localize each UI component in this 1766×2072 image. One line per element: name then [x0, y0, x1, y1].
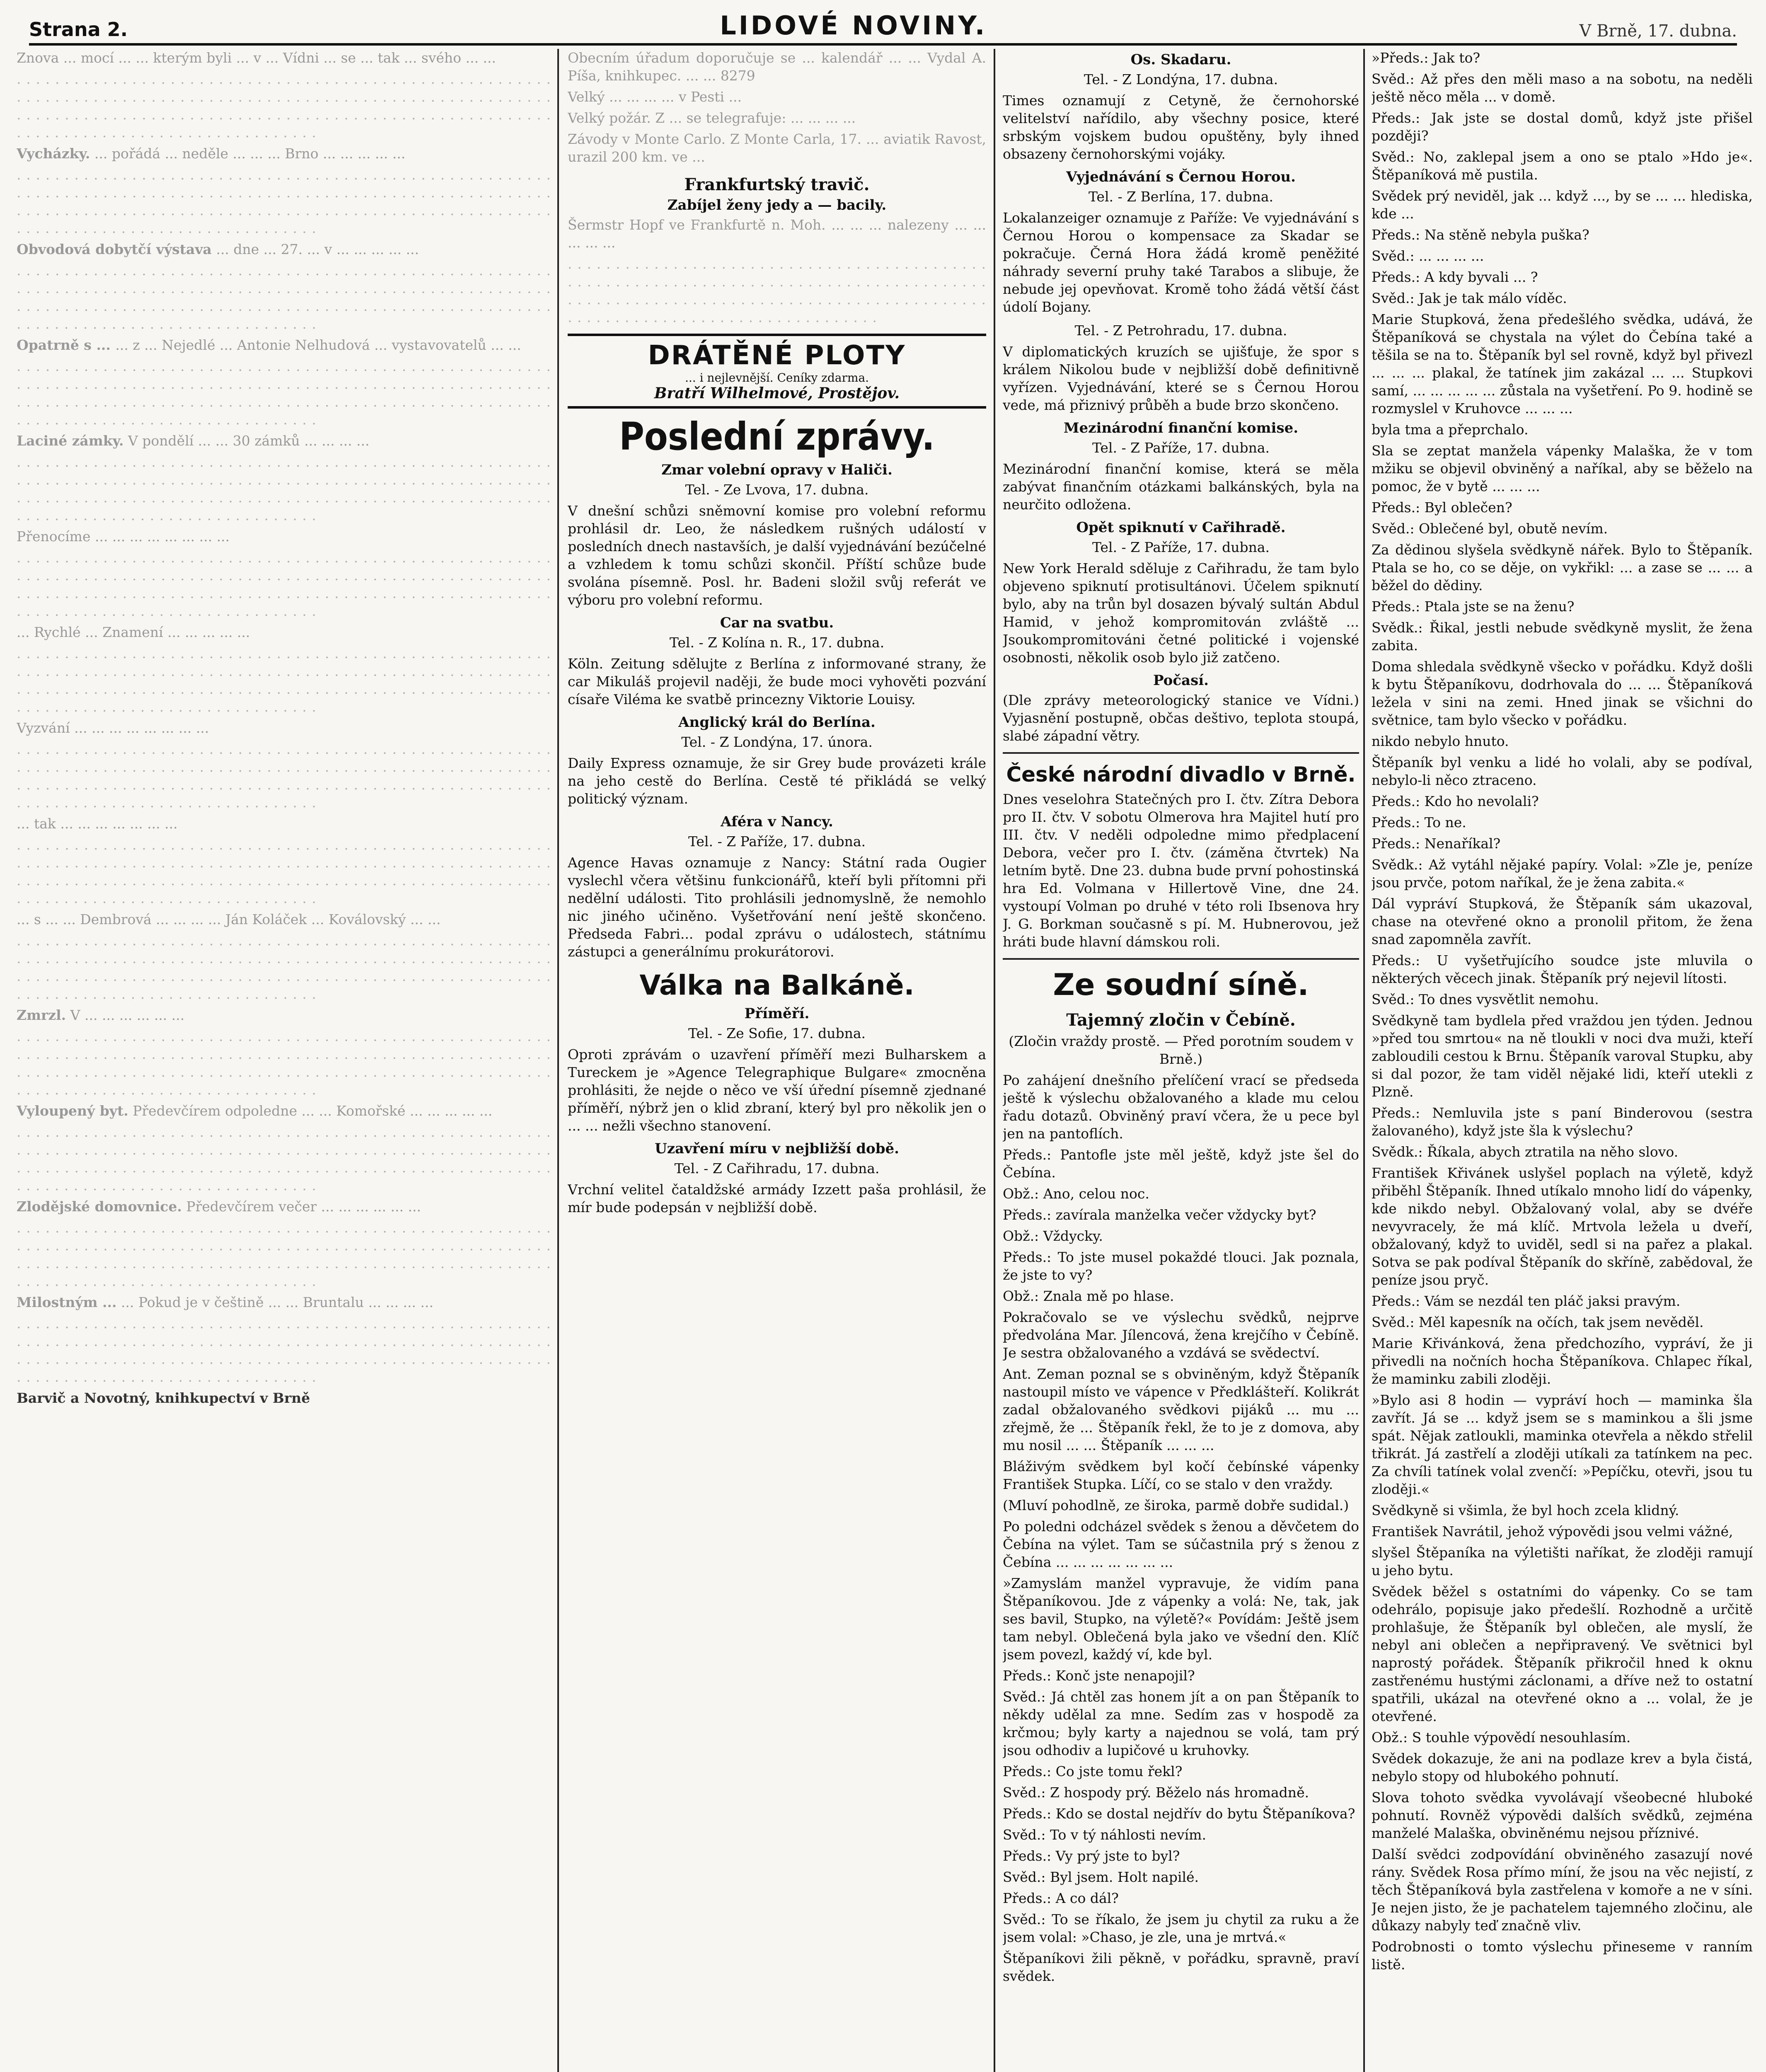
- news-paragraph: [17, 910, 551, 928]
- news-paragraph-filler: . . . . . . . . . . . . . . . . . . . . . . . . . . . . . . . . . . . . . . . . . . . . . . . . . . . . . . . . . . . . . . . . . . . . . . . . . . . . . . . . . . . . . . . . . . . . . . . . . . . . . . . . . . . . . . . . . . . . . . . . . . . . . . . . . . . . . . . . . . . . . . . . . . . . . . . . . . . . . . . . . . . . . . . . . . . . . . . . . . . . . . . . . . . . . . . . . . . . . . . .: [17, 1028, 551, 1098]
- court-paragraph: Předs.: Vy prý jste to byl?: [1003, 1848, 1180, 1864]
- news-paragraph-text: ... pořádá ... neděle ... ... ... Brno ... ... ... ... ...: [94, 145, 406, 162]
- news-paragraph-head: Laciné zámky.: [17, 433, 124, 449]
- court-paragraph: Bláživým svědkem byl kočí čebínské vápenky František Stupka. Líčí, co se stalo v den vraždy.: [1003, 1458, 1359, 1492]
- news-text: V diplomatických kruzích se ujišťuje, že spor s králem Nikolou bude v nejbližší době definitivně vyřízen. Vyjednávání, které se s Černou Horou vede, má přiznivý průběh a bude brzo skončeno.: [1003, 344, 1359, 413]
- news-headline: Car na svatbu.: [720, 615, 834, 631]
- court-paragraph: Za dědinou slyšela svědkyně nářek. Bylo to Štěpaník. Ptala se ho, co se děje, on vykřikl: ... a zase se ... ... a běžel do dědiny.: [1372, 542, 1753, 593]
- news-item: [568, 462, 986, 609]
- newspaper-title: LIDOVÉ NOVINY.: [720, 10, 987, 41]
- court-paragraph: Svěd.: Měl kapesník na očích, tak jsem nevěděl.: [1372, 1314, 1704, 1330]
- news-headline: Uzavření míru v nejbližší době.: [655, 1140, 899, 1157]
- advertisement: [568, 334, 986, 409]
- news-paragraph: [17, 240, 551, 258]
- court-paragraph: Svědek běžel s ostatními do vápenky. Co se tam odehrálo, popisuje jako předešlí. Rozhodně a určitě prohlašuje, že Štěpaník byl oblečen, ale myslí, že nebyl ani oblečen a nepřipravený. Ve světnici byl naprostý pořádek. Štěpaník přikročil hned k oknu zastřenému hustými záclonami, a dříve než to ostatní spatřili, ukázal na otevřené okno a ... volal, že je otevřené.: [1372, 1583, 1753, 1724]
- article-subheadline: Zabíjel ženy jedy a — bacily.: [667, 197, 887, 213]
- court-paragraph: Podrobnosti o tomto výslechu přineseme v ranním listě.: [1372, 1939, 1753, 1973]
- court-paragraph: Ant. Zeman poznal se s obviněným, když Štěpaník nastoupil místo ve vápence v Předklášteří. Kolikrát zadal obžalovaného svědkovi pijáků ... mu ... zřejmě, že ... Štěpaník řekl, že to je z domova, aby mu nosil ... ... Štěpaník ... ... ...: [1003, 1366, 1359, 1453]
- court-paragraph: František Křivánek uslyšel poplach na výletě, když přiběhl Štěpaník. Ihned utíkalo mnoho lidí do vápenky, kde nikdo nebyl. Obžalovaný volal, aby se dvéře nevyvracely, že má klíč. Mrtvola ležela u dveří, obžalovaný, když to uviděl, sedl si na pařez a plakal. Sotva se pak podíval Štěpaník do skříně, zabědoval, že peníze jsou pryč.: [1372, 1165, 1753, 1288]
- news-item: [1003, 420, 1359, 513]
- news-dateline: Tel. - Ze Sofie, 17. dubna.: [688, 1025, 866, 1041]
- divider: [1003, 752, 1359, 754]
- foreign-news-list: [1003, 51, 1359, 745]
- news-paragraph-text: Přenocíme ... ... ... ... ... ... ... ...: [17, 528, 230, 545]
- news-paragraph-text: ... tak ... ... ... ... ... ... ...: [17, 816, 178, 832]
- court-paragraph: Předs.: Na stěně nebyla puška?: [1372, 227, 1589, 243]
- court-paragraph: Předs.: Co jste tomu řekl?: [1003, 1763, 1183, 1779]
- issue-date: V Brně, 17. dubna.: [1579, 22, 1737, 41]
- column-three: [1003, 49, 1359, 2072]
- news-paragraph-filler: . . . . . . . . . . . . . . . . . . . . . . . . . . . . . . . . . . . . . . . . . . . . . . . . . . . . . . . . . . . . . . . . . . . . . . . . . . . . . . . . . . . . . . . . . . . . . . . . . . . . . . . . . . . . . . . . . . . . . . . . . . . . . . . . . . . . . . . . . . . . . . . . . . . . . . . . . . . . . . . . . . . . . . . . . . . . . . . . . . . . . . . . . . . . . . . . . . . . . . . .: [17, 358, 551, 428]
- news-paragraph-head: Zlodějské domovnice.: [17, 1198, 182, 1215]
- court-paragraph: Předs.: U vyšetřujícího soudce jste mluvila o některých věcech jinak. Štěpaník prý nejevil lítosti.: [1372, 952, 1753, 986]
- news-dateline: Tel. - Z Kolína n. R., 17. dubna.: [669, 634, 885, 651]
- short-news-paragraph: Velký požár. Z ... se telegrafuje: ... ... ... ...: [568, 110, 856, 126]
- news-paragraph-filler: . . . . . . . . . . . . . . . . . . . . . . . . . . . . . . . . . . . . . . . . . . . . . . . . . . . . . . . . . . . . . . . . . . . . . . . . . . . . . . . . . . . . . . . . . . . . . . . . . . . . . . . . . . . . . . . . . . . . . . . . . . . . . . . . . . . . . . . . . . . . . . . . . . . . . . . . . . . . . . . . . . . . . . . . . . . . . . . . . . . . . . . . . . . . . . . . . . . . . . . .: [17, 645, 551, 715]
- court-paragraph: slyšel Štěpaníka na výletišti naříkat, že zloději ramují u jeho bytu.: [1372, 1544, 1753, 1578]
- court-paragraph: Obž.: Znala mě po hlase.: [1003, 1288, 1174, 1304]
- court-paragraph: Svědkyně si všimla, že byl hoch zcela klidný.: [1372, 1502, 1679, 1518]
- news-dateline: Tel. - Z Berlína, 17. dubna.: [1088, 189, 1274, 205]
- court-paragraph: Předs.: zavírala manželka večer vždycky byt?: [1003, 1207, 1316, 1223]
- court-paragraph: Štěpaníkovi žili pěkně, v pořádku, spravně, praví svědek.: [1003, 1950, 1359, 1984]
- court-paragraph: Svěd.: Až přes den měli maso a na sobotu, na neděli ještě něco měla ... v domě.: [1372, 71, 1753, 105]
- court-paragraph: Obž.: S touhle výpovědí nesouhlasím.: [1372, 1729, 1631, 1745]
- court-paragraph: Svěd.: Byl jsem. Holt napilé.: [1003, 1869, 1199, 1885]
- news-paragraph: [17, 1006, 551, 1024]
- news-paragraph-filler: . . . . . . . . . . . . . . . . . . . . . . . . . . . . . . . . . . . . . . . . . . . . . . . . . . . . . . . . . . . . . . . . . . . . . . . . . . . . . . . . . . . . . . . . . . . . . . . . . . . . . . . . . . . . . . . . . . . . . . . . . . . . . . . . . . . . . . . . . . . . . . . . . . . . . . . . . . . . . . . . . . . . . . . . . . . . . . . . . . . . . . . . . . . . . . . . . . . . . . . .: [17, 454, 551, 523]
- court-paragraph: Dál vypráví Stupková, že Štěpaník sám ukazoval, chase na otevřené okno a pronolil přitom, že žena snad zapomněla zavřít.: [1372, 896, 1753, 947]
- page-number: Strana 2.: [29, 18, 128, 41]
- article-text: Šermstr Hopf ve Frankfurtě n. Moh. ... ... ... nalezeny ... ... ... ... ...: [568, 217, 986, 251]
- news-paragraph-head: Vycházky.: [17, 145, 90, 162]
- news-paragraph-text: ... s ... ... Dembrová ... ... ... ... Ján Koláček ... Koválovský ... ...: [17, 911, 441, 927]
- column-local-news: [17, 49, 551, 2072]
- news-paragraph-filler: . . . . . . . . . . . . . . . . . . . . . . . . . . . . . . . . . . . . . . . . . . . . . . . . . . . . . . . . . . . . . . . . . . . . . . . . . . . . . . . . . . . . . . . . . . . . . . . . . . . . . . . . . . . . . . . . . . . . . . . . . . . . . . . . . . . . . . . . . . . . . . . . . . . . . . . . . . . . . . . . . . . . . . . . . . . . . . . . . . . . . . . . . . . . . . . . . . . . . . . .: [17, 1315, 551, 1385]
- court-paragraph: Svěd.: Z hospody prý. Běželo nás hromadně.: [1003, 1784, 1309, 1801]
- news-paragraph-text: V pondělí ... ... 30 zámků ... ... ... ...: [128, 433, 370, 449]
- article-text-filler: . . . . . . . . . . . . . . . . . . . . . . . . . . . . . . . . . . . . . . . . . . . . . . . . . . . . . . . . . . . . . . . . . . . . . . . . . . . . . . . . . . . . . . . . . . . . . . . . . . . . . . . . . . . . . . . . . . . . . . . . . . . . . . . . . . . . . . . . . . . . . . . . . . . . . . . . . . . . . . . . . . . . .: [568, 256, 986, 325]
- article-headline: Frankfurtský travič.: [684, 175, 870, 194]
- news-text: (Dle zprávy meteorologický stanice ve Vídni.) Vyjasnění postupně, občas deštivo, teplota stoupá, slabé západní větry.: [1003, 692, 1359, 744]
- news-paragraph-text: ... dne ... 27. ... v ... ... ... ... ...: [216, 241, 419, 257]
- court-paragraph: byla tma a přeprchalo.: [1372, 421, 1529, 438]
- balkan-news-list: [568, 1005, 986, 1216]
- news-dateline: Tel. - Z Cařihradu, 17. dubna.: [674, 1160, 880, 1176]
- bookshop-footer: Barvič a Novotný, knihkupectví v Brně: [17, 1390, 310, 1406]
- news-text: Vrchní velitel čataldžské armády Izzett paša prohlásil, že mír bude podepsán v nejbližší době.: [568, 1181, 986, 1215]
- news-dateline: Tel. - Z Petrohradu, 17. dubna.: [1074, 322, 1287, 339]
- news-text: Mezinárodní finanční komise, která se měla zabývat finančním otázkami balkánských, byla na neurčito odložena.: [1003, 461, 1359, 513]
- court-paragraph: Svědek dokazuje, že ani na podlaze krev a byla čistá, nebylo stopy od hlubokého pohnutí.: [1372, 1750, 1753, 1784]
- column-four: [1372, 49, 1753, 2072]
- court-paragraph: Pokračovalo se ve výslechu svědků, nejprve předvolána Mar. Jílencová, žena krejčího v Čebíně. Je sestra obžalovaného a vzdává se svědectví.: [1003, 1309, 1359, 1361]
- column-rule: [1363, 49, 1365, 2072]
- news-dateline: Tel. - Ze Lvova, 17. dubna.: [685, 482, 869, 498]
- news-text: V dnešní schůzi sněmovní komise pro volební reformu prohlásil dr. Leo, že následkem rušných událostí v posledních dnech nastavších, je další vyjednávání bezúčelné a vzhledem k tomu schůzi skončil. Příští schůze bude svolána písemně. Posl. hr. Badeni složil svůj referát ve výboru pro volební reformu.: [568, 503, 986, 608]
- news-paragraph: [17, 1102, 551, 1120]
- news-paragraph-filler: . . . . . . . . . . . . . . . . . . . . . . . . . . . . . . . . . . . . . . . . . . . . . . . . . . . . . . . . . . . . . . . . . . . . . . . . . . . . . . . . . . . . . . . . . . . . . . . . . . . . . . . . . . . . . . . . . . . . . . . . . . . . . . . . . . . . . . . . . . . . . . . . . . . . . . . . . . . . . . . . . . . . . . . . . . . . . . . . . . . . . . . . . . . . . . . . . . . . . . . .: [17, 1220, 551, 1289]
- court-paragraph: Svěd.: Jak je tak málo víděc.: [1372, 290, 1567, 306]
- news-paragraph-text: Znova ... mocí ... ... kterým byli ... v ... Vídni ... se ... tak ... svého ... ...: [17, 50, 496, 66]
- news-paragraph: [17, 49, 551, 67]
- news-text: Köln. Zeitung sdělujte z Berlína z informované strany, že car Mikuláš projevil naději, že bude moci vyhověti pozvání císaře Viléma ke svatbě princezny Viktorie Louisy.: [568, 656, 986, 707]
- news-dateline: Tel. - Z Paříže, 17. dubna.: [1092, 440, 1270, 456]
- court-paragraph: Obž.: Vždycky.: [1003, 1228, 1103, 1244]
- court-paragraph: Slova tohoto svědka vyvolávají všeobecné hluboké pohnutí. Rovněž výpovědi dalších svědků, zejména manželé Malaška, obviněnému nejsou příznivé.: [1372, 1789, 1753, 1841]
- news-headline: Počasí.: [1153, 672, 1209, 689]
- news-paragraph: [17, 623, 551, 641]
- court-paragraph: Předs.: Pantofle jste měl ještě, když jste šel do Čebína.: [1003, 1147, 1359, 1181]
- news-headline: Vyjednávání s Černou Horou.: [1066, 169, 1296, 185]
- news-item: [568, 813, 986, 961]
- court-paragraph: František Navrátil, jehož výpovědi jsou velmi vážné,: [1372, 1523, 1733, 1539]
- news-headline: Příměří.: [744, 1005, 810, 1022]
- short-news-list: [568, 88, 986, 166]
- news-text: Oproti zprávám o uzavření příměří mezi Bulharskem a Tureckem je »Agence Telegraphique Bulgare« zmocněna prohlásiti, že nejde o něco ve vší úřední písemně zjednané příměří, nýbrž jen o klid zbraní, který byl pro několik jen o ... ... nežli všechno stanovení.: [568, 1046, 986, 1134]
- court-paragraph: Předs.: Kdo se dostal nejdřív do bytu Štěpaníkova?: [1003, 1806, 1355, 1822]
- news-text: Agence Havas oznamuje z Nancy: Státní rada Ougier vyslechl včera většinu funkcionářů, kteří byli přítomni při nedělní události. Tito prohlásili jednomyslně, že nemohlo nic jiného učiněno. Vyšetřování není ještě skončeno. Předseda Fabri... podal zprávu o událostech, státnímu zástupci a generálnímu prokurátorovi.: [568, 854, 986, 960]
- news-paragraph-filler: . . . . . . . . . . . . . . . . . . . . . . . . . . . . . . . . . . . . . . . . . . . . . . . . . . . . . . . . . . . . . . . . . . . . . . . . . . . . . . . . . . . . . . . . . . . . . . . . . . . . . . . . . . . . . . . . . . . . . . . . . . . . . . . . . . . . . . . . . . . . . . . . . . . . . . . . . . . . . . . . . . . . . . . . . . . . . . . . . . . . . . . . . . . . . . . . . . . . . . . .: [17, 167, 551, 236]
- court-paragraph: Marie Stupková, žena předešlého svědka, udává, že Štěpaníková se chystala na výlet do Čebína také a těšila se na to. Štěpaník byl sel rovně, když byl přivezl ... ... ... plakal, že tatínek jim zakázal ... ... Stupkovi samí, ... ... ... ... ... zůstala na vyšetření. Po 9. hodině se rozmyslel v Kruhovce ... ... ...: [1372, 311, 1753, 416]
- news-item: [568, 1005, 986, 1135]
- news-item: [568, 1140, 986, 1216]
- news-item: [1003, 322, 1359, 414]
- news-paragraph-filler: . . . . . . . . . . . . . . . . . . . . . . . . . . . . . . . . . . . . . . . . . . . . . . . . . . . . . . . . . . . . . . . . . . . . . . . . . . . . . . . . . . . . . . . . . . . . . . . . . . . . . . . . . . . . . . . . . . . . . . . . . . . . . . . . . . . . . . . . . . . . . . . . . . . . . . . . . . . . . . . . . . . . . . . . . . . . . . . . . . . . . . . . . . . . . . . . . . . . . . . .: [17, 262, 551, 332]
- news-paragraph-filler: . . . . . . . . . . . . . . . . . . . . . . . . . . . . . . . . . . . . . . . . . . . . . . . . . . . . . . . . . . . . . . . . . . . . . . . . . . . . . . . . . . . . . . . . . . . . . . . . . . . . . . . . . . . . . . . . . . . . . . . . . . . . . . . . . . . . . . . . . . . . . . . . . . . . . . . . . . . . . . . . . . . . . . . . . . . . . . . . . . . . . . . . . . . . . . . . . . . . . . . .: [17, 932, 551, 1002]
- news-paragraph-text: Předevčírem večer ... ... ... ... ... ...: [186, 1198, 421, 1215]
- news-headline: Opět spiknutí v Cařihradě.: [1076, 519, 1286, 536]
- court-paragraph: Předs.: To jste musel pokaždé tlouci. Jak poznala, že jste to vy?: [1003, 1249, 1359, 1283]
- news-headline: Anglický král do Berlína.: [678, 714, 876, 731]
- news-item: [568, 615, 986, 708]
- ad-title: DRÁTĚNÉ PLOTY: [648, 340, 906, 371]
- news-dateline: Tel. - Z Londýna, 17. února.: [681, 734, 873, 750]
- news-paragraph-text: ... Pokud je v češtině ... ... Bruntalu ... ... ... ...: [121, 1294, 433, 1310]
- column-rule: [994, 49, 995, 2072]
- court-paragraph: Po poledni odcházel svědek s ženou a děvčetem do Čebína na výlet. Tam se súčastnila prý s ženou z Čebína ... ... ... ... ... ... ...: [1003, 1518, 1359, 1570]
- court-paragraph: Předs.: Konč jste nenapojil?: [1003, 1668, 1195, 1684]
- theatre-heading: České národní divadlo v Brně.: [1006, 762, 1356, 787]
- court-paragraph: Štěpaník byl venku a lidé ho volali, aby se podíval, nebylo-li něco ztraceno.: [1372, 754, 1753, 788]
- court-paragraph: Předs.: Vám se nezdál ten pláč jaksi pravým.: [1372, 1293, 1681, 1309]
- news-item: [1003, 51, 1359, 163]
- news-item: [1003, 519, 1359, 666]
- ad-subtitle: ... i nejlevnější. Ceníky zdarma.: [685, 371, 869, 385]
- news-text: New York Herald sděluje z Cařihradu, že tam bylo objeveno spiknutí protisultánovi. Účelem spiknutí bylo, aby na trůn byl dosazen bývalý sultán Abdul Hamid, v jehož kompromitován zvláště ... Jsoukompromitováni četné politické i vojenské osobnosti, několik osob bylo již zatčeno.: [1003, 560, 1359, 666]
- news-paragraph-filler: . . . . . . . . . . . . . . . . . . . . . . . . . . . . . . . . . . . . . . . . . . . . . . . . . . . . . . . . . . . . . . . . . . . . . . . . . . . . . . . . . . . . . . . . . . . . . . . . . . . . . . . . . . . . . . . . . . . . . . . . . . . . . . . . . . . . . . . . . . . . . . . . . . . . . . . . . . . . . . . . . . . . . . . . . . . . . . . . . . . . . . . . . . . . . . . . . . . . . . . .: [17, 549, 551, 619]
- court-paragraph: Svědek prý neviděl, jak ... když ..., by se ... ... hlediska, kde ...: [1372, 188, 1753, 222]
- court-paragraph: Svěd.: Oblečené byl, obutě nevím.: [1372, 520, 1608, 537]
- court-paragraph: (Mluví pohodlně, ze široka, parmě dobře sudidal.): [1003, 1497, 1349, 1513]
- masthead: [29, 3, 1737, 46]
- court-report: [1003, 1071, 1359, 1985]
- notice-paragraph: Obecním úřadum doporučuje se ... kalendář ... ... Vydal A. Píša, knihkupec. ... ... 8279: [568, 50, 986, 84]
- news-paragraph: [17, 528, 551, 545]
- news-paragraph-filler: . . . . . . . . . . . . . . . . . . . . . . . . . . . . . . . . . . . . . . . . . . . . . . . . . . . . . . . . . . . . . . . . . . . . . . . . . . . . . . . . . . . . . . . . . . . . . . . . . . . . . . . . . . . . . . . . . . . . . . . . . . . . . . . . . . . . . . . . . . . . . . . . . . . . . . . . . . . . . . . . . . . . . . . . . . . . . . . . . . . . . . . . . . . . . . . . . . . . . . . .: [17, 1124, 551, 1193]
- news-headline: Mezinárodní finanční komise.: [1063, 420, 1299, 436]
- court-paragraph: Předs.: Jak jste se dostal domů, když jste přišel později?: [1372, 110, 1753, 144]
- court-paragraph: Svěd.: Já chtěl zas honem jít a on pan Štěpaník to někdy udělal za mne. Sedím zas v hospodě za krčmou; byly karty a najednou se volá, tam prý jsou odhodiv a lupičové u kruhovky.: [1003, 1689, 1359, 1758]
- news-headline: Os. Skadaru.: [1130, 51, 1231, 68]
- court-paragraph: Předs.: Ptala jste se na ženu?: [1372, 598, 1575, 615]
- news-paragraph-filler: . . . . . . . . . . . . . . . . . . . . . . . . . . . . . . . . . . . . . . . . . . . . . . . . . . . . . . . . . . . . . . . . . . . . . . . . . . . . . . . . . . . . . . . . . . . . . . . . . . . . . . . . . . . . . . . . . . . . . . . . . . . . . . . . . . . . . . . . . . . . . . . . . . . . . . . . . . . . . . . . . . . . . . . . . . . . . . . . . . . . . . . . . . . . . . . . . . . . . . . .: [17, 741, 551, 811]
- news-dateline: Tel. - Z Paříže, 17. dubna.: [688, 833, 866, 850]
- court-subheading: Tajemný zločin v Čebíně.: [1066, 1010, 1296, 1030]
- news-paragraph-head: Vyloupený byt.: [17, 1103, 128, 1119]
- short-news-paragraph: Velký ... ... ... ... v Pesti ...: [568, 89, 742, 105]
- court-paragraph: Předs.: A co dál?: [1003, 1890, 1119, 1906]
- news-paragraph: [17, 1293, 551, 1311]
- news-paragraph: [17, 719, 551, 737]
- news-paragraph-text: Předevčírem odpoledne ... ... Komořské ... ... ... ... ...: [133, 1103, 493, 1119]
- news-headline: Aféra v Nancy.: [721, 813, 833, 830]
- court-paragraph: Svěd.: To v tý náhlosti nevím.: [1003, 1827, 1206, 1843]
- column-two: [568, 49, 986, 2072]
- news-dateline: Tel. - Z Londýna, 17. dubna.: [1084, 71, 1278, 87]
- divider: [1003, 958, 1359, 960]
- news-paragraph-text: Vyzvání ... ... ... ... ... ... ... ...: [17, 720, 209, 736]
- court-paragraph: Svědkyně tam bydlela před vraždou jen týden. Jednou »před tou smrtou« na ně tloukli v noci dva muži, kteří zabloudili cestou k Brnu. Štěpaník varoval Stupku, aby si dal pozor, že tam viděl nějaké lidi, kteří utekli z Plzně.: [1372, 1012, 1753, 1100]
- news-headline: Zmar volební opravy v Haliči.: [661, 462, 893, 478]
- court-paragraph: Další svědci zodpovídání obviněného zasazují nové rány. Svědek Rosa přímo míní, že jsou na věc nejistí, z těch Štěpaníková byla zastřelena v komoře a ne v síni. Je nejen jisto, že je pachatelem tajemného zločinu, ale důkazy nabyly teď značně vliv.: [1372, 1846, 1753, 1934]
- news-dateline: Tel. - Z Paříže, 17. dubna.: [1092, 539, 1270, 555]
- court-paragraph: Předs.: Nemluvila jste s paní Binderovou (sestra žalovaného), když jste šla k výslechu?: [1372, 1105, 1753, 1139]
- court-paragraph: Svědk.: Říkala, abych ztratila na něho slovo.: [1372, 1144, 1679, 1160]
- short-news-paragraph: Závody v Monte Carlo. Z Monte Carla, 17. ... aviatik Ravost, urazil 200 km. ve ...: [568, 131, 986, 165]
- court-paragraph: Obž.: Ano, celou noc.: [1003, 1186, 1149, 1202]
- news-text: Lokalanzeiger oznamuje z Paříže: Ve vyjednávání s Černou Horou o kompensace za Skadar se pokračuje. Černá Hora žádá kromě peněžité náhrady severní pruhy také Tarabos a slibuje, že nebude jej opevňovat. Kromě toho žádá větší část údolí Bojany.: [1003, 210, 1359, 315]
- news-paragraph-head: Milostným ...: [17, 1294, 117, 1310]
- court-paragraph: »Zamyslám manžel vypravuje, že vidím pana Štěpaníkovou. Jde z vápenky a volá: Ne, tak, jak ses bavil, Stupko, na výletě?« Povídám: Ještě jsem tam nebyl. Oblečená byla jako ve všední den. Klíč jsem povezl, každý ví, kde byl.: [1003, 1575, 1359, 1663]
- news-paragraph: [17, 145, 551, 162]
- news-paragraph-text: ... z ... Nejedlé ... Antonie Nelhudová ... vystavovatelů ... ...: [115, 337, 521, 353]
- court-note: (Zločin vraždy prostě. — Před porotním soudem v Brně.): [1009, 1033, 1353, 1067]
- news-text: Times oznamují z Cetyně, že černohorské velitelství nařídilo, aby všechny posice, které srbským vojskem budou opuštěny, byly ihned obsazeny černohorskými vojáky.: [1003, 92, 1359, 162]
- latest-news-list: [568, 462, 986, 961]
- court-paragraph: »Bylo asi 8 hodin — vypráví hoch — maminka šla zavřít. Já se ... když jsem se s maminkou a šli jsme spát. Nějak zatloukli, maminka otevřela a někdo střelil třikrát. Já zastřelí a zloději utíkali za tatínkem na pec. Za chvíli tatínek volal zvenčí: »Pepíčku, otevři, jsou tu zloději.«: [1372, 1392, 1753, 1497]
- news-paragraph: [17, 432, 551, 450]
- balkan-war-heading: Válka na Balkáně.: [639, 969, 914, 1001]
- court-paragraph: Sla se zeptat manžela vápenky Malaška, že v tom mžiku se objevil obviněný a naříkal, aby se běželo na pomoc, že v bytě ... ... ...: [1372, 443, 1753, 494]
- news-paragraph-head: Obvodová dobytčí výstava: [17, 241, 212, 257]
- column-rule: [557, 49, 559, 2072]
- news-paragraph: [17, 815, 551, 833]
- news-paragraph: [17, 336, 551, 354]
- news-paragraph: [17, 1198, 551, 1215]
- court-paragraph: Předs.: Byl oblečen?: [1372, 499, 1512, 516]
- court-paragraph: Předs.: To ne.: [1372, 814, 1466, 830]
- ad-firm: Bratří Wilhelmové, Prostějov.: [654, 385, 900, 402]
- news-item: [1003, 169, 1359, 316]
- court-paragraph: Svědk.: Až vytáhl nějaké papíry. Volal: »Zle je, peníze jsou prvče, potom naříkal, že je žena zabita.«: [1372, 857, 1753, 891]
- news-paragraph-filler: . . . . . . . . . . . . . . . . . . . . . . . . . . . . . . . . . . . . . . . . . . . . . . . . . . . . . . . . . . . . . . . . . . . . . . . . . . . . . . . . . . . . . . . . . . . . . . . . . . . . . . . . . . . . . . . . . . . . . . . . . . . . . . . . . . . . . . . . . . . . . . . . . . . . . . . . . . . . . . . . . . . . . . . . . . . . . . . . . . . . . . . . . . . . . . . . . . . . . . . .: [17, 837, 551, 906]
- court-heading: Ze soudní síně.: [1053, 967, 1309, 1002]
- news-paragraph-head: Opatrně s ...: [17, 337, 116, 353]
- court-paragraph: Předs.: Kdo ho nevolali?: [1372, 793, 1539, 809]
- court-paragraph: Doma shledala svědkyně všecko v pořádku. Když došli k bytu Štěpaníkovu, dodrhovala do ... ... Štěpaníková ležela v sini na zemi. Hned jinak se všichni do světnice, tam bylo všecko v pořádku.: [1372, 658, 1753, 728]
- court-paragraph: Svěd.: ... ... ... ...: [1372, 248, 1484, 264]
- news-paragraph-filler: . . . . . . . . . . . . . . . . . . . . . . . . . . . . . . . . . . . . . . . . . . . . . . . . . . . . . . . . . . . . . . . . . . . . . . . . . . . . . . . . . . . . . . . . . . . . . . . . . . . . . . . . . . . . . . . . . . . . . . . . . . . . . . . . . . . . . . . . . . . . . . . . . . . . . . . . . . . . . . . . . . . . . . . . . . . . . . . . . . . . . . . . . . . . . . . . . . . . . . . .: [17, 71, 551, 140]
- court-paragraph: Marie Křivánková, žena předchozího, vypráví, že ji přivedli na nočních hocha Štěpaníkova. Chlapec říkal, že maminku zabili zloději.: [1372, 1335, 1753, 1387]
- news-paragraph-text: V ... ... ... ... ... ...: [70, 1007, 185, 1023]
- court-paragraph: Svěd.: No, zaklepal jsem a ono se ptalo »Hdo je«. Štěpaníková mě pustila.: [1372, 149, 1753, 183]
- theatre-text: Dnes veselohra Statečných pro I. čtv. Zítra Debora pro II. čtv. V sobotu Olmerova hra Majitel hutí pro III. čtv. V neděli odpoledne mimo předplacení Debora, večer pro I. čtv. (záměna čtvrtek) Na letním bytě. Dne 23. dubna bude první pohostinská hra Ed. Volmana v Hillertově Vine, dne 24. vystoupí Volman po druhé v této roli Ibsenova hry J. G. Borkman současně s pí. M. Hubnerovou, jež hráti bude hlavní dámskou roli.: [1003, 791, 1359, 950]
- news-paragraph-head: Zmrzl.: [17, 1007, 66, 1023]
- news-text: Daily Express oznamuje, že sir Grey bude provázeti krále na jeho cestě do Berlína. Cestě té přikládá se velký politický význam.: [568, 755, 986, 807]
- court-paragraph: Svěd.: To se říkalo, že jsem ju chytil za ruku a že jsem volal: »Chaso, je zle, una je mrtvá.«: [1003, 1911, 1359, 1945]
- court-paragraph: Předs.: Nenaříkal?: [1372, 835, 1501, 852]
- court-paragraph: »Předs.: Jak to?: [1372, 50, 1481, 66]
- news-paragraph-text: ... Rychlé ... Znamení ... ... ... ... ...: [17, 624, 250, 640]
- latest-news-heading: Poslední zprávy.: [619, 414, 935, 459]
- news-item: [1003, 672, 1359, 745]
- court-paragraph: Svěd.: To dnes vysvětlit nemohu.: [1372, 991, 1599, 1007]
- court-paragraph: nikdo nebylo hnuto.: [1372, 733, 1509, 749]
- court-paragraph: Předs.: A kdy byvali ... ?: [1372, 269, 1538, 285]
- court-paragraph: Svědk.: Řikal, jestli nebude svědkyně myslit, že žena zabita.: [1372, 620, 1753, 654]
- court-paragraph: Po zahájení dnešního přelíčení vrací se předseda ještě k výslechu obžalovaného a klade mu celou řadu dotazů. Obviněný praví včera, že u pece byl jen na pantoflích.: [1003, 1072, 1359, 1142]
- news-item: [568, 714, 986, 808]
